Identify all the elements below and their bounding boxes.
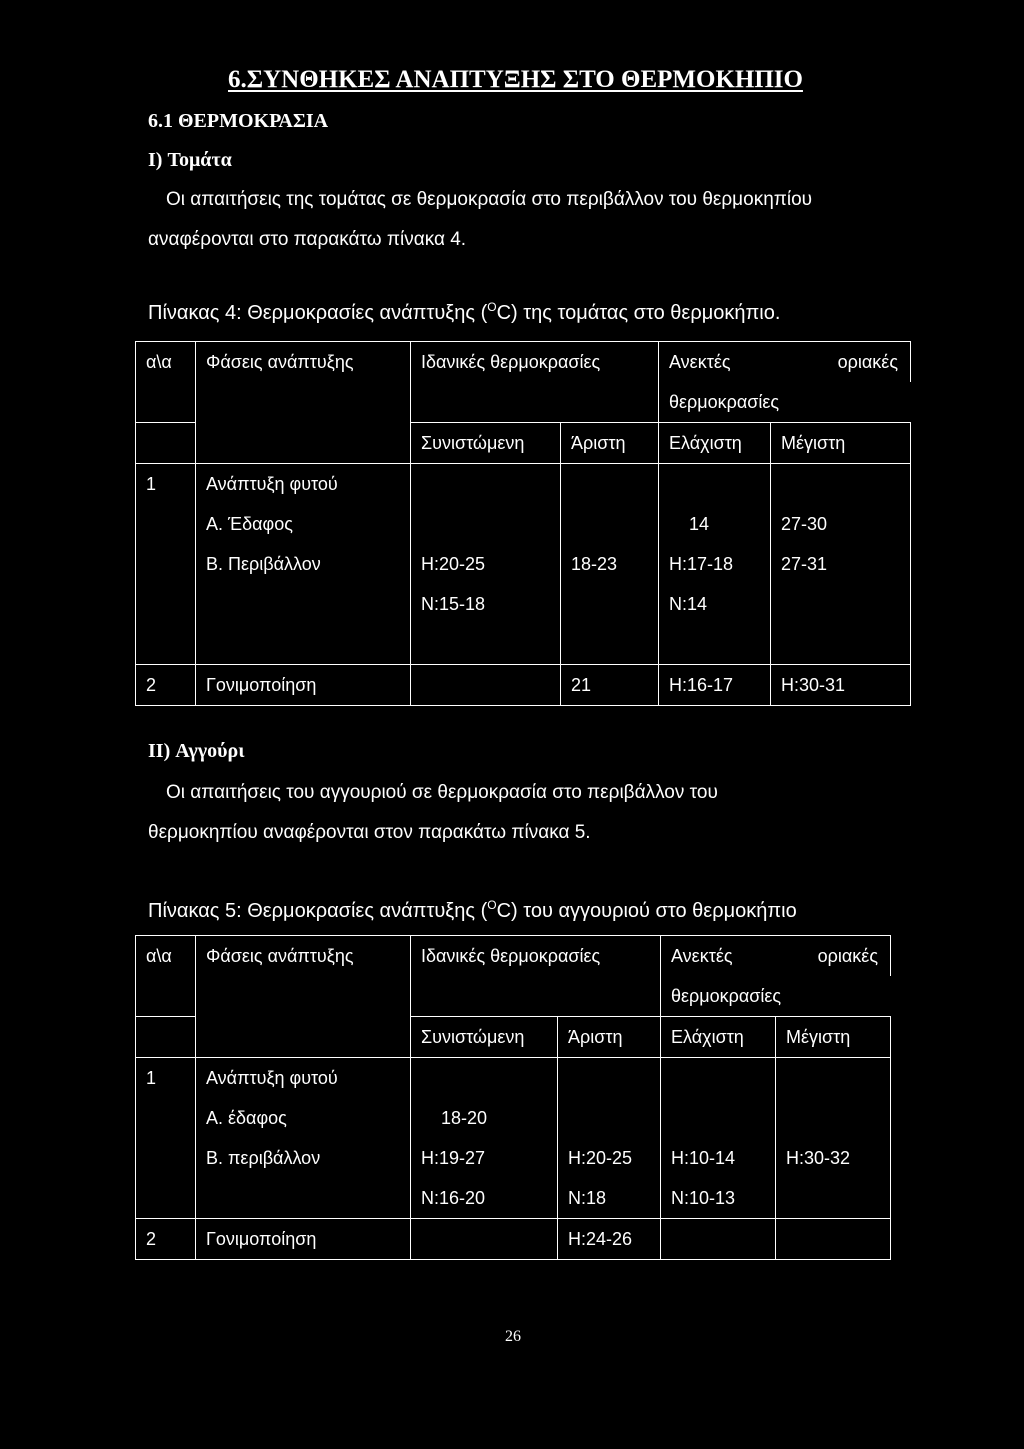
table5-caption-sup: O (487, 898, 497, 912)
cell: Η:20-25 (411, 544, 561, 584)
table4 (135, 341, 911, 706)
table-row (136, 1058, 891, 1099)
table-row (136, 1138, 891, 1178)
cell: Ν:10-13 (661, 1178, 776, 1219)
table-row (136, 1098, 891, 1138)
th-aa: α\α (136, 936, 196, 977)
tomato-paragraph-line2: αναφέρονται στο παρακάτω πίνακα 4. (148, 229, 467, 250)
th-ideal: Ιδανικές θερμοκρασίες (411, 936, 661, 977)
table-row (136, 504, 911, 544)
cucumber-title: II) Αγγούρι (148, 740, 245, 762)
table-row (136, 423, 911, 464)
th-limit: οριακές (771, 342, 911, 383)
th-temperatures: θερμοκρασίες (659, 382, 911, 423)
th-minimum: Ελάχιστη (659, 423, 771, 464)
th-minimum: Ελάχιστη (661, 1017, 776, 1058)
table-row (136, 382, 911, 423)
cucumber-paragraph-line1: Οι απαιτήσεις του αγγουριού σε θερμοκρασία στο περιβάλλον του (166, 782, 718, 803)
th-optimal: Άριστη (561, 423, 659, 464)
cell: Β. Περιβάλλον (196, 544, 411, 584)
th-tolerable: Ανεκτές (661, 936, 776, 977)
cell: Γονιμοποίηση (196, 1219, 411, 1260)
th-phases: Φάσεις ανάπτυξης (196, 342, 411, 383)
page-number: 26 (505, 1328, 521, 1345)
cell: Γονιμοποίηση (196, 665, 411, 706)
cell: Η:16-17 (659, 665, 771, 706)
cell: Ν:14 (659, 584, 771, 624)
cell: 2 (136, 665, 196, 706)
th-recommended: Συνιστώμενη (411, 423, 561, 464)
cell: Η:24-26 (558, 1219, 661, 1260)
cell: Η:20-25 (558, 1138, 661, 1178)
cell: Η:30-31 (771, 665, 911, 706)
th-tolerable: Ανεκτές (659, 342, 771, 383)
table-row (136, 976, 891, 1017)
table-row (136, 1219, 891, 1260)
table4-caption (148, 302, 780, 325)
th-phases: Φάσεις ανάπτυξης (196, 936, 411, 977)
tomato-title: I) Τομάτα (148, 149, 232, 171)
table5-caption (148, 900, 797, 923)
cell: 27-31 (771, 544, 911, 584)
cell: 14 (659, 504, 771, 544)
table-row (136, 464, 911, 505)
cell: Η:19-27 (411, 1138, 558, 1178)
cell: Η:10-14 (661, 1138, 776, 1178)
th-ideal: Ιδανικές θερμοκρασίες (411, 342, 659, 383)
section-heading: 6.1 ΘΕΡΜΟΚΡΑΣΙΑ (148, 110, 329, 132)
table-row (136, 584, 911, 624)
tomato-paragraph-line1: Οι απαιτήσεις της τομάτας σε θερμοκρασία στο περιβάλλον του θερμοκηπίου (166, 189, 813, 210)
th-maximum: Μέγιστη (776, 1017, 891, 1058)
th-limit: οριακές (776, 936, 891, 977)
cell: 21 (561, 665, 659, 706)
cell: 27-30 (771, 504, 911, 544)
table-row (136, 624, 911, 665)
cell: Ανάπτυξη φυτού (196, 464, 411, 505)
table5 (135, 935, 891, 1260)
cell: 1 (136, 1058, 196, 1099)
table5-caption-pre: Πίνακας 5: Θερμοκρασίες ανάπτυξης ( (148, 900, 488, 922)
cell: Α. Έδαφος (196, 504, 411, 544)
cell: Α. έδαφος (196, 1098, 411, 1138)
cell: 18-23 (561, 544, 659, 584)
table4-caption-sup: O (487, 300, 497, 314)
cell: Η:17-18 (659, 544, 771, 584)
th-recommended: Συνιστώμενη (411, 1017, 558, 1058)
table-row (136, 936, 891, 977)
cell: 1 (136, 464, 196, 505)
cell: Β. περιβάλλον (196, 1138, 411, 1178)
cell: Ν:16-20 (411, 1178, 558, 1219)
table-row (136, 342, 911, 383)
th-maximum: Μέγιστη (771, 423, 911, 464)
table-row (136, 544, 911, 584)
cucumber-paragraph-line2: θερμοκηπίου αναφέρονται στον παρακάτω πίνακα 5. (148, 822, 591, 843)
cell: Ν:18 (558, 1178, 661, 1219)
table4-caption-post: C) της τομάτας στο θερμοκήπιο. (496, 302, 781, 324)
table-row (136, 665, 911, 706)
cell: Η:30-32 (776, 1138, 891, 1178)
th-temperatures: θερμοκρασίες (661, 976, 891, 1017)
cell: 18-20 (411, 1098, 558, 1138)
cell: Ανάπτυξη φυτού (196, 1058, 411, 1099)
table-row (136, 1178, 891, 1219)
table5-caption-post: C) του αγγουριού στο θερμοκήπιο (496, 900, 797, 922)
table4-caption-pre: Πίνακας 4: Θερμοκρασίες ανάπτυξης ( (148, 302, 488, 324)
th-aa: α\α (136, 342, 196, 383)
cell: Ν:15-18 (411, 584, 561, 624)
cell: 2 (136, 1219, 196, 1260)
table-row (136, 1017, 891, 1058)
th-optimal: Άριστη (558, 1017, 661, 1058)
page-heading: 6.ΣΥΝΘΗΚΕΣ ΑΝΑΠΤΥΞΗΣ ΣΤΟ ΘΕΡΜΟΚΗΠΙΟ (228, 66, 803, 93)
